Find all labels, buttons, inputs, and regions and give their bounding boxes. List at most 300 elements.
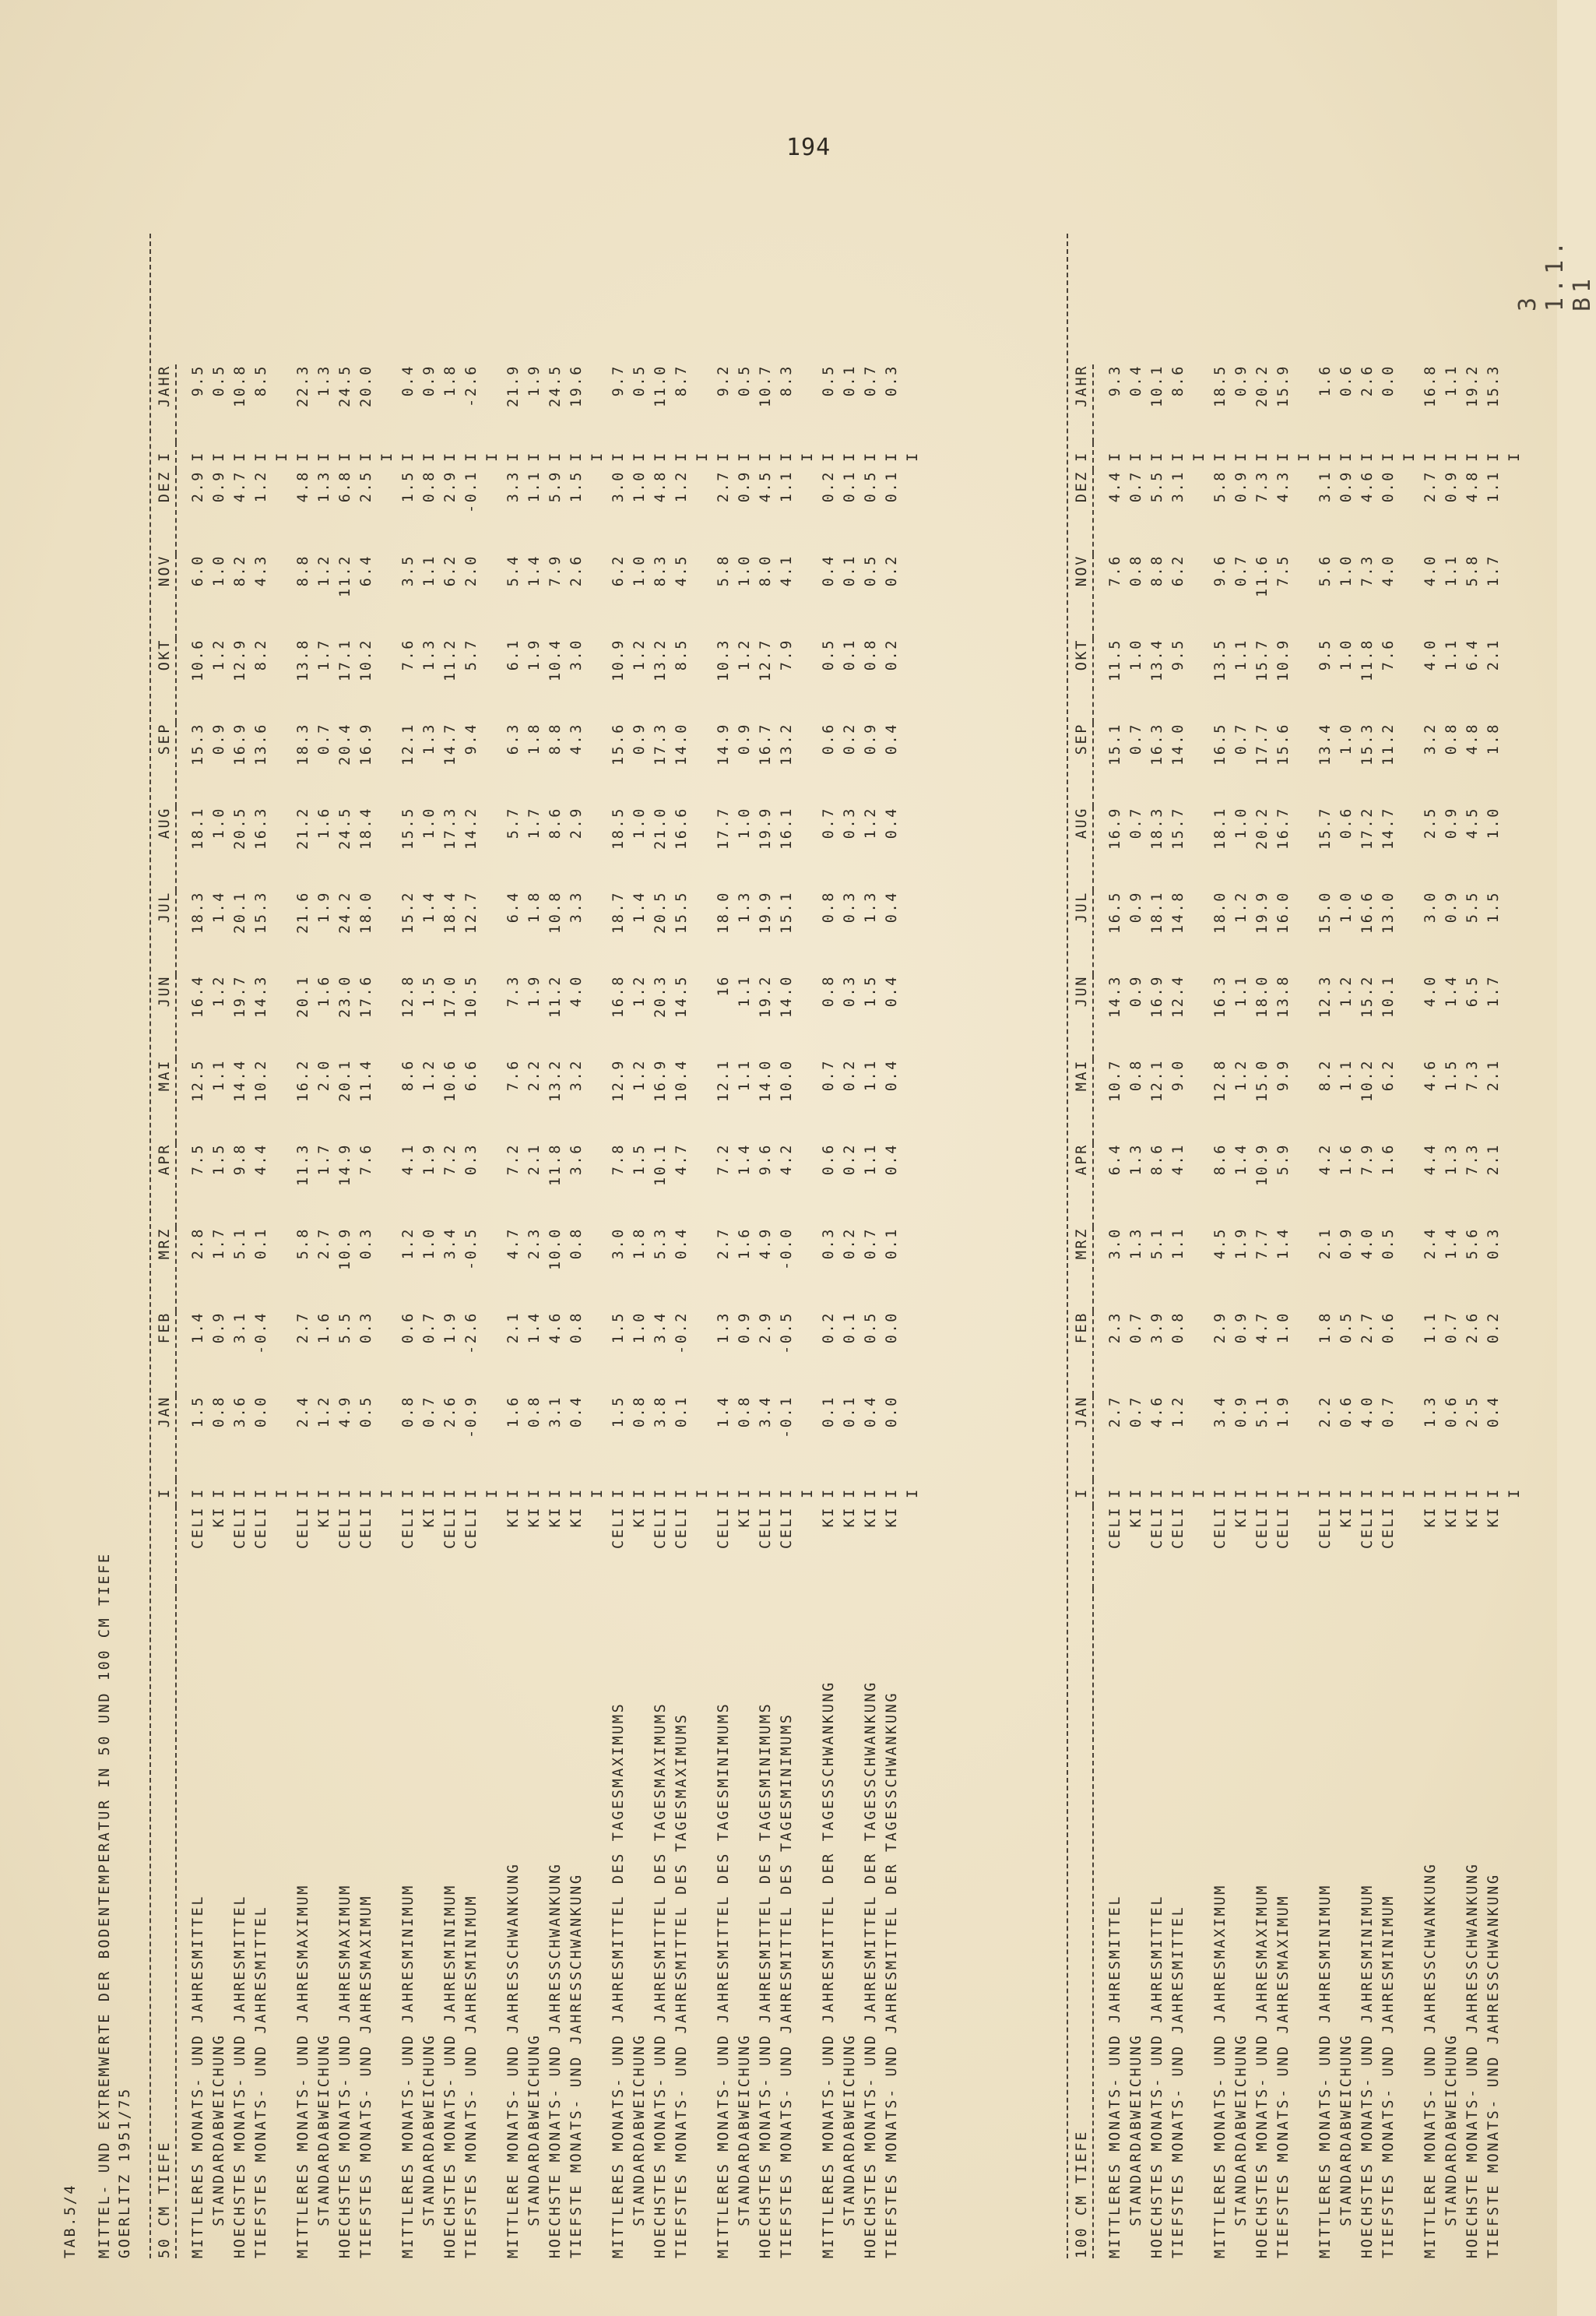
value-cell: 7.6 xyxy=(505,1059,522,1092)
year-value-cell: 15.9 xyxy=(1275,364,1292,407)
unit-cell: KI xyxy=(884,1506,900,1528)
value-cell: 1.2 xyxy=(421,1059,438,1092)
year-value-cell: 21.9 xyxy=(505,364,522,407)
value-cell: 4.6 xyxy=(1149,1396,1165,1428)
value-cell: 10.6 xyxy=(190,639,206,681)
value-cell: 4.5 xyxy=(758,470,774,503)
value-cell: 10.4 xyxy=(547,639,564,681)
gap-cell xyxy=(272,1396,293,1480)
value-cell: 16.5 xyxy=(1212,723,1229,766)
value-cell: 5.7 xyxy=(463,639,480,671)
value-cell: 20.4 xyxy=(337,723,353,766)
row-label: STANDARDABWEICHUNG xyxy=(1128,2033,1144,2258)
row-label: MITTLERES MONATS- UND JAHRESMAXIMUM xyxy=(1212,1884,1229,2258)
gap-cell xyxy=(482,723,503,807)
gap-cell xyxy=(1399,891,1420,975)
value-cell: 16.9 xyxy=(652,1059,669,1102)
year-value-cell: 18.5 xyxy=(1212,364,1229,407)
value-cell: 19.7 xyxy=(232,975,248,1018)
gap-cell xyxy=(1294,1143,1315,1227)
value-cell: 8.0 xyxy=(758,554,774,587)
table-row xyxy=(734,364,755,2258)
col-sep: I xyxy=(274,1487,290,1498)
value-cell: 0.7 xyxy=(1128,1311,1144,1344)
value-cell: 1.8 xyxy=(526,723,543,755)
value-cell: 1.0 xyxy=(1485,807,1502,839)
value-cell: 2.5 xyxy=(1422,807,1439,839)
value-cell: 1.9 xyxy=(1275,1396,1292,1428)
value-cell: 0.8 xyxy=(1128,554,1144,587)
unit-cell: CELI xyxy=(463,1506,480,1549)
value-cell: 0.8 xyxy=(1170,1311,1186,1344)
unit-cell: CELI xyxy=(1149,1506,1165,1549)
value-cell: 1.1 xyxy=(421,554,438,587)
table-row xyxy=(419,364,440,2258)
value-cell: 3.0 xyxy=(568,639,585,671)
col-sep: I xyxy=(1338,451,1355,462)
gap-cell xyxy=(1399,723,1420,807)
gap-cell xyxy=(377,1589,398,2258)
col-sep: I xyxy=(421,1487,438,1498)
col-sep: I xyxy=(610,451,627,462)
value-cell: 19.9 xyxy=(1254,891,1271,934)
gap-cell xyxy=(692,639,713,723)
value-cell: 20.1 xyxy=(295,975,311,1018)
value-cell: 0.6 xyxy=(1338,1396,1355,1428)
value-cell: 1.6 xyxy=(316,975,332,1008)
table-row xyxy=(1126,364,1147,2258)
value-cell: 1.6 xyxy=(736,1227,753,1260)
value-cell: 16.7 xyxy=(758,723,774,766)
value-cell: 3.1 xyxy=(1317,470,1334,503)
col-sep: I xyxy=(1464,451,1481,462)
value-cell: 0.8 xyxy=(568,1311,585,1344)
gap-cell xyxy=(797,639,818,723)
value-cell: 12.7 xyxy=(463,891,480,934)
value-cell: 1.2 xyxy=(1233,1059,1250,1092)
month-header: JAN xyxy=(1074,1396,1090,1428)
value-cell: 0.2 xyxy=(884,639,900,671)
year-value-cell: 0.9 xyxy=(1233,364,1250,397)
value-cell: 0.2 xyxy=(884,554,900,587)
col-sep: I xyxy=(1485,1487,1502,1498)
value-cell: 4.4 xyxy=(1107,470,1123,503)
value-cell: 0.8 xyxy=(1443,723,1460,755)
value-cell: 2.2 xyxy=(1317,1396,1334,1428)
row-label: MITTLERES MONATS- UND JAHRESMITTEL xyxy=(1107,1894,1123,2258)
value-cell: 7.3 xyxy=(1464,1059,1481,1092)
gap-cell xyxy=(482,1227,503,1311)
table-row xyxy=(650,364,671,2258)
gap-cell xyxy=(1504,364,1525,442)
value-cell: 1.3 xyxy=(736,891,753,924)
gap-cell xyxy=(902,1506,923,1589)
gap-cell xyxy=(902,807,923,891)
value-cell: 1.6 xyxy=(1380,1143,1397,1176)
value-cell: 14.0 xyxy=(779,975,795,1018)
gap-cell xyxy=(587,1506,608,1589)
col-sep: I xyxy=(589,451,606,462)
value-cell: 15.2 xyxy=(1359,975,1376,1018)
unit-cell: KI xyxy=(736,1506,753,1528)
value-cell: 3.0 xyxy=(610,1227,627,1260)
value-cell: 0.1 xyxy=(821,1396,837,1428)
value-cell: 1.1 xyxy=(1443,554,1460,587)
value-cell: 14.0 xyxy=(673,723,690,766)
year-value-cell: 0.0 xyxy=(1380,364,1397,397)
gap-cell xyxy=(1294,554,1315,639)
value-cell: 0.7 xyxy=(1128,470,1144,503)
col-sep: I xyxy=(1464,1487,1481,1498)
value-cell: 4.0 xyxy=(1422,554,1439,587)
value-cell: 0.5 xyxy=(1338,1311,1355,1344)
gap-cell xyxy=(1399,470,1420,554)
month-header: JAN xyxy=(156,1396,173,1428)
table-row xyxy=(776,364,797,2258)
year-value-cell: 1.9 xyxy=(526,364,543,397)
gap-cell xyxy=(1189,1396,1210,1480)
gap-cell xyxy=(797,1396,818,1480)
value-cell: 8.6 xyxy=(1212,1143,1229,1176)
unit-cell: CELI xyxy=(337,1506,353,1549)
col-sep: I xyxy=(631,451,648,462)
value-cell: 12.3 xyxy=(1317,975,1334,1018)
value-cell: 6.4 xyxy=(1464,639,1481,671)
table-row xyxy=(230,364,251,2258)
value-cell: 15.1 xyxy=(1107,723,1123,766)
gap-cell xyxy=(272,554,293,639)
group-gap xyxy=(902,364,923,2258)
value-cell: 1.2 xyxy=(211,639,227,671)
value-cell: 1.5 xyxy=(610,1396,627,1428)
year-value-cell: 0.9 xyxy=(421,364,438,397)
group-gap xyxy=(1294,364,1315,2258)
value-cell: 3.1 xyxy=(547,1396,564,1428)
col-sep: I xyxy=(463,1487,480,1498)
value-cell: 15.6 xyxy=(1275,723,1292,766)
value-cell: 15.0 xyxy=(1317,891,1334,934)
value-cell: 0.9 xyxy=(1443,891,1460,924)
year-value-cell: 0.4 xyxy=(400,364,417,397)
value-cell: 8.6 xyxy=(400,1059,417,1092)
value-cell: 1.0 xyxy=(736,554,753,587)
value-cell: 2.6 xyxy=(1464,1311,1481,1344)
value-cell: 6.6 xyxy=(463,1059,480,1092)
year-value-cell: 8.5 xyxy=(253,364,269,397)
gap-cell xyxy=(1399,807,1420,891)
value-cell: 1.1 xyxy=(526,470,543,503)
value-cell: 1.2 xyxy=(1338,975,1355,1008)
gap-cell xyxy=(587,1227,608,1311)
gap-cell xyxy=(272,975,293,1059)
value-cell: 14.3 xyxy=(1107,975,1123,1018)
gap-cell xyxy=(1294,1396,1315,1480)
value-cell: 0.0 xyxy=(1380,470,1397,503)
gap-cell xyxy=(1504,1506,1525,1589)
col-sep: I xyxy=(1275,1487,1292,1498)
col-sep: I xyxy=(1506,1487,1523,1498)
col-sep: I xyxy=(758,451,774,462)
gap-cell xyxy=(692,1396,713,1480)
gap-cell xyxy=(902,723,923,807)
gap-cell xyxy=(587,470,608,554)
unit-cell: CELI xyxy=(1275,1506,1292,1549)
year-value-cell: 15.3 xyxy=(1485,364,1502,407)
table-row xyxy=(1210,364,1231,2258)
value-cell: 1.5 xyxy=(421,975,438,1008)
table-row xyxy=(356,364,377,2258)
value-cell: 3.3 xyxy=(505,470,522,503)
unit-cell: CELI xyxy=(232,1506,248,1549)
value-cell: 8.6 xyxy=(547,807,564,839)
value-cell: 7.3 xyxy=(505,975,522,1008)
value-cell: 3.4 xyxy=(652,1311,669,1344)
table-row xyxy=(608,364,629,2258)
month-header: NOV xyxy=(156,554,173,587)
gap-cell xyxy=(692,1311,713,1396)
gap-cell xyxy=(482,470,503,554)
value-cell: 1.1 xyxy=(863,1059,879,1092)
col-sep: I xyxy=(1233,451,1250,462)
value-cell: 7.2 xyxy=(715,1143,732,1176)
section-title: 50 CM TIEFE xyxy=(156,2140,173,2258)
value-cell: 0.4 xyxy=(884,723,900,755)
value-cell: 20.3 xyxy=(652,975,669,1018)
unit-cell: CELI xyxy=(295,1506,311,1549)
column-header-row xyxy=(154,364,176,2258)
value-cell: 1.5 xyxy=(568,470,585,503)
col-sep: I xyxy=(1128,451,1144,462)
gap-cell xyxy=(1294,470,1315,554)
value-cell: 4.7 xyxy=(505,1227,522,1260)
table-row xyxy=(1252,364,1273,2258)
value-cell: -2.6 xyxy=(463,1311,480,1354)
year-value-cell: 10.1 xyxy=(1149,364,1165,407)
value-cell: 0.3 xyxy=(842,891,858,924)
col-sep: I xyxy=(610,1487,627,1498)
col-sep: I xyxy=(400,451,417,462)
header-rule xyxy=(1067,234,1068,2258)
value-cell: 14.0 xyxy=(1170,723,1186,766)
rule-cell xyxy=(176,364,188,2258)
month-header: SEP xyxy=(156,723,173,755)
value-cell: 2.1 xyxy=(1485,639,1502,671)
value-cell: 5.8 xyxy=(715,554,732,587)
value-cell: 1.2 xyxy=(863,807,879,839)
value-cell: 4.6 xyxy=(547,1311,564,1344)
gap-cell xyxy=(797,1143,818,1227)
value-cell: 18.3 xyxy=(190,891,206,934)
value-cell: 1.4 xyxy=(526,554,543,587)
gap-cell xyxy=(1504,723,1525,807)
col-sep: I xyxy=(673,451,690,462)
value-cell: 1.7 xyxy=(1485,975,1502,1008)
value-cell: 4.4 xyxy=(253,1143,269,1176)
month-header: JUL xyxy=(156,891,173,924)
value-cell: 0.0 xyxy=(884,1311,900,1344)
unit-cell: KI xyxy=(421,1506,438,1528)
value-cell: 15.3 xyxy=(1359,723,1376,766)
gap-cell xyxy=(1399,975,1420,1059)
value-cell: 1.9 xyxy=(316,891,332,924)
gap-cell xyxy=(1504,1227,1525,1311)
gap-cell xyxy=(1189,1227,1210,1311)
value-cell: 0.9 xyxy=(1233,1311,1250,1344)
value-cell: 10.2 xyxy=(358,639,374,681)
value-cell: 1.4 xyxy=(526,1311,543,1344)
row-label: MITTLERES MONATS- UND JAHRESMITTEL DER TAGESSCHWANKUNG xyxy=(821,1681,837,2258)
value-cell: 0.7 xyxy=(863,1227,879,1260)
value-cell: 7.6 xyxy=(1380,639,1397,671)
value-cell: 7.8 xyxy=(610,1143,627,1176)
col-sep: I xyxy=(1107,451,1123,462)
value-cell: 1.5 xyxy=(631,1143,648,1176)
value-cell: 20.5 xyxy=(232,807,248,850)
gap-cell xyxy=(377,723,398,807)
value-cell: 0.9 xyxy=(1338,1227,1355,1260)
unit-cell: CELI xyxy=(1107,1506,1123,1549)
value-cell: 6.2 xyxy=(1380,1059,1397,1092)
value-cell: 15.3 xyxy=(190,723,206,766)
unit-cell: KI xyxy=(1485,1506,1502,1528)
value-cell: 0.9 xyxy=(631,723,648,755)
row-label: HOECHSTES MONATS- UND JAHRESMINIMUM xyxy=(1359,1884,1376,2258)
value-cell: 15.5 xyxy=(400,807,417,850)
col-sep: I xyxy=(694,451,711,462)
value-cell: 6.8 xyxy=(337,470,353,503)
gap-cell xyxy=(377,1143,398,1227)
value-cell: 3.8 xyxy=(652,1396,669,1428)
value-cell: 2.7 xyxy=(295,1311,311,1344)
year-value-cell: 19.2 xyxy=(1464,364,1481,407)
col-sep: I xyxy=(442,1487,459,1498)
value-cell: 10.9 xyxy=(1275,639,1292,681)
value-cell: 0.3 xyxy=(463,1143,480,1176)
value-cell: 2.4 xyxy=(1422,1227,1439,1260)
value-cell: 1.1 xyxy=(1485,470,1502,503)
value-cell: 1.0 xyxy=(631,1311,648,1344)
col-sep: I xyxy=(1149,1487,1165,1498)
unit-cell: CELI xyxy=(1359,1506,1376,1549)
value-cell: 2.1 xyxy=(526,1143,543,1176)
value-cell: 3.5 xyxy=(400,554,417,587)
value-cell: 3.4 xyxy=(758,1396,774,1428)
col-sep: I xyxy=(232,1487,248,1498)
col-sep: I xyxy=(1443,451,1460,462)
gap-cell xyxy=(1189,975,1210,1059)
year-value-cell: 9.3 xyxy=(1107,364,1123,397)
gap-cell xyxy=(1294,975,1315,1059)
year-header: JAHR xyxy=(1074,364,1090,407)
value-cell: 11.2 xyxy=(1380,723,1397,766)
year-value-cell: 1.8 xyxy=(442,364,459,397)
value-cell: 0.1 xyxy=(842,1396,858,1428)
value-cell: 2.3 xyxy=(526,1227,543,1260)
value-cell: 9.5 xyxy=(1170,639,1186,671)
gap-cell xyxy=(1294,723,1315,807)
value-cell: 12.9 xyxy=(610,1059,627,1102)
value-cell: 0.2 xyxy=(842,1059,858,1092)
rule-row xyxy=(1093,364,1105,2258)
value-cell: 1.0 xyxy=(1338,554,1355,587)
table-row xyxy=(188,364,209,2258)
value-cell: 1.0 xyxy=(211,554,227,587)
table-row xyxy=(461,364,482,2258)
value-cell: 2.4 xyxy=(295,1396,311,1428)
gap-cell xyxy=(272,807,293,891)
gap-cell xyxy=(797,1059,818,1143)
value-cell: 1.6 xyxy=(316,807,332,839)
group-gap xyxy=(377,364,398,2258)
row-label: HOECHSTE MONATS- UND JAHRESSCHWANKUNG xyxy=(1464,1862,1481,2258)
month-header: AUG xyxy=(1074,807,1090,839)
value-cell: 16 xyxy=(715,975,732,997)
col-sep: I xyxy=(1107,1487,1123,1498)
unit-cell: KI xyxy=(1443,1506,1460,1528)
table-row xyxy=(881,364,902,2258)
value-cell: 0.3 xyxy=(1485,1227,1502,1260)
value-cell: 11.4 xyxy=(358,1059,374,1102)
value-cell: 4.8 xyxy=(652,470,669,503)
rotated-table-sheet xyxy=(62,234,1526,2258)
gap-cell xyxy=(1504,470,1525,554)
gap-cell xyxy=(482,639,503,723)
table-row xyxy=(1336,364,1357,2258)
value-cell: 9.6 xyxy=(758,1143,774,1176)
value-cell: 10.4 xyxy=(673,1059,690,1102)
month-header: JUN xyxy=(1074,975,1090,1008)
value-cell: 6.5 xyxy=(1464,975,1481,1008)
gap-cell xyxy=(482,1396,503,1480)
row-label: HOECHSTES MONATS- UND JAHRESMITTEL xyxy=(232,1894,248,2258)
gap-cell xyxy=(692,1227,713,1311)
value-cell: 0.9 xyxy=(1128,891,1144,924)
value-cell: 0.9 xyxy=(211,1311,227,1344)
value-cell: 0.2 xyxy=(842,1227,858,1260)
value-cell: 0.2 xyxy=(842,723,858,755)
value-cell: 9.8 xyxy=(232,1143,248,1176)
value-cell: 0.1 xyxy=(842,554,858,587)
value-cell: 6.4 xyxy=(505,891,522,924)
value-cell: 1.7 xyxy=(316,1143,332,1176)
value-cell: 1.2 xyxy=(316,1396,332,1428)
value-cell: 0.7 xyxy=(821,1059,837,1092)
value-cell: 1.7 xyxy=(316,639,332,671)
table-row xyxy=(503,364,524,2258)
gap-cell xyxy=(902,364,923,442)
col-sep: I xyxy=(905,451,921,462)
gap-cell xyxy=(482,1143,503,1227)
value-cell: 10.2 xyxy=(1359,1059,1376,1102)
gap-cell xyxy=(1504,975,1525,1059)
value-cell: 6.2 xyxy=(442,554,459,587)
month-header: JUL xyxy=(1074,891,1090,924)
value-cell: 7.6 xyxy=(1107,554,1123,587)
value-cell: 1.2 xyxy=(631,975,648,1008)
value-cell: 1.5 xyxy=(190,1396,206,1428)
col-sep: I xyxy=(568,1487,585,1498)
row-label: TIEFSTES MONATS- UND JAHRESMITTEL DES TAGESMAXIMUMS xyxy=(673,1712,690,2258)
value-cell: 0.1 xyxy=(253,1227,269,1260)
gap-cell xyxy=(1399,1589,1420,2258)
month-header: AUG xyxy=(156,807,173,839)
value-cell: 0.8 xyxy=(863,639,879,671)
col-sep: I xyxy=(253,451,269,462)
gap-cell xyxy=(587,1396,608,1480)
value-cell: 1.0 xyxy=(1233,807,1250,839)
value-cell: 1.1 xyxy=(1338,1059,1355,1092)
value-cell: 18.0 xyxy=(358,891,374,934)
